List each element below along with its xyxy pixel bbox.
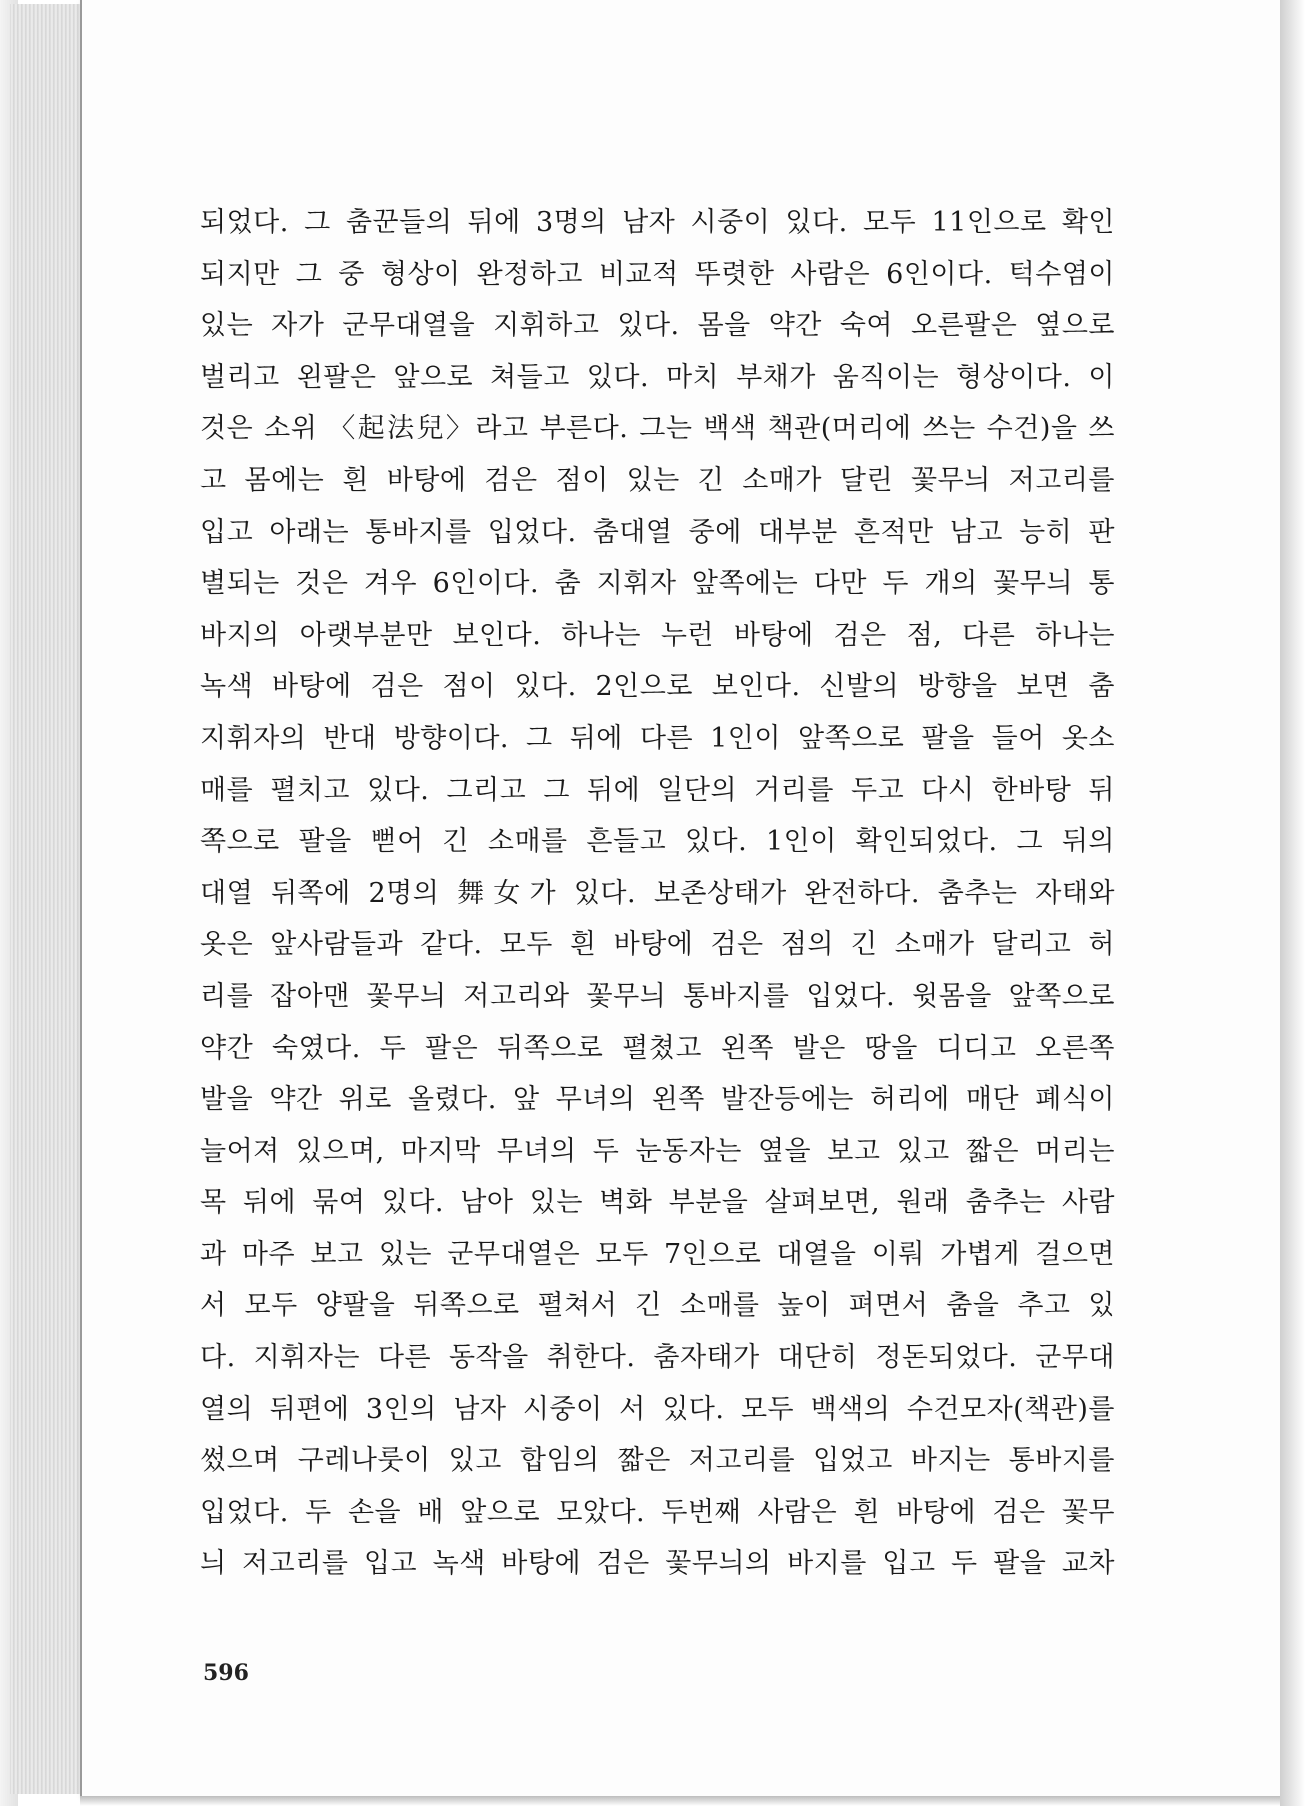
page-right-shadow [1280,0,1305,1806]
text-line: 열의 뒤편에 3인의 남자 시중이 서 있다. 모두 백색의 수건모자(책관)를 [200,1393,1115,1425]
text-line: 옷은 앞사람들과 같다. 모두 흰 바탕에 검은 점의 긴 소매가 달리고 허 [200,929,1115,961]
text-line: 고 몸에는 흰 바탕에 검은 점이 있는 긴 소매가 달린 꽃무늬 저고리를 [200,464,1115,496]
text-line: 다. 지휘자는 다른 동작을 취한다. 춤자태가 대단히 정돈되었다. 군무대 [200,1342,1115,1374]
body-text [200,197,1115,1590]
text-line: 약간 숙였다. 두 팔은 뒤쪽으로 펼쳤고 왼쪽 발은 땅을 디디고 오른쪽 [200,1032,1115,1064]
text-line: 썼으며 구레나룻이 있고 합임의 짧은 저고리를 입었고 바지는 통바지를 [200,1445,1115,1477]
text-line: 되지만 그 중 형상이 완정하고 비교적 뚜렷한 사람은 6인이다. 턱수염이 [200,258,1115,290]
text-line: 리를 잡아맨 꽃무늬 저고리와 꽃무늬 통바지를 입었다. 윗몸을 앞쪽으로 [200,980,1115,1012]
text-line: 과 마주 보고 있는 군무대열은 모두 7인으로 대열을 이뤄 가볍게 걸으면 [200,1238,1115,1270]
page-bottom-shadow [80,1796,1280,1806]
text-line: 있는 자가 군무대열을 지휘하고 있다. 몸을 약간 숙여 오른팔은 옆으로 [200,310,1115,342]
text-line: 바지의 아랫부분만 보인다. 하나는 누런 바탕에 검은 점, 다른 하나는 [200,619,1115,651]
text-line: 매를 펼치고 있다. 그리고 그 뒤에 일단의 거리를 두고 다시 한바탕 뒤 [200,774,1115,806]
text-line: 대열 뒤쪽에 2명의 舞女가 있다. 보존상태가 완전하다. 춤추는 자태와 [200,877,1115,909]
page-stack-edges [10,4,80,1794]
text-line: 지휘자의 반대 방향이다. 그 뒤에 다른 1인이 앞쪽으로 팔을 들어 옷소 [200,722,1115,754]
text-line: 입었다. 두 손을 배 앞으로 모았다. 두번째 사람은 흰 바탕에 검은 꽃무 [200,1496,1115,1528]
text-line: 녹색 바탕에 검은 점이 있다. 2인으로 보인다. 신발의 방향을 보면 춤 [200,671,1115,703]
text-line: 목 뒤에 묶여 있다. 남아 있는 벽화 부분을 살펴보면, 원래 춤추는 사람 [200,1187,1115,1219]
page-number: 596 [203,1660,249,1686]
text-line: 벌리고 왼팔은 앞으로 쳐들고 있다. 마치 부채가 움직이는 형상이다. 이 [200,361,1115,393]
text-line: 입고 아래는 통바지를 입었다. 춤대열 중에 대부분 흔적만 남고 능히 판 [200,516,1115,548]
text-line: 것은 소위 〈起法兒〉라고 부른다. 그는 백색 책관(머리에 쓰는 수건)을 쓰 [200,413,1115,445]
text-line: 되었다. 그 춤꾼들의 뒤에 3명의 남자 시중이 있다. 모두 11인으로 확인 [200,207,1115,238]
text-line: 서 모두 양팔을 뒤쪽으로 펼쳐서 긴 소매를 높이 펴면서 춤을 추고 있 [200,1290,1115,1322]
text-line: 늘어져 있으며, 마지막 무녀의 두 눈동자는 옆을 보고 있고 짧은 머리는 [200,1135,1115,1167]
text-line: 늬 저고리를 입고 녹색 바탕에 검은 꽃무늬의 바지를 입고 두 팔을 교차 [200,1548,1115,1580]
text-line: 쪽으로 팔을 뻗어 긴 소매를 흔들고 있다. 1인이 확인되었다. 그 뒤의 [200,826,1115,858]
text-line: 별되는 것은 겨우 6인이다. 춤 지휘자 앞쪽에는 다만 두 개의 꽃무늬 통 [200,568,1115,600]
text-line: 발을 약간 위로 올렸다. 앞 무녀의 왼쪽 발잔등에는 허리에 매단 폐식이 [200,1084,1115,1116]
